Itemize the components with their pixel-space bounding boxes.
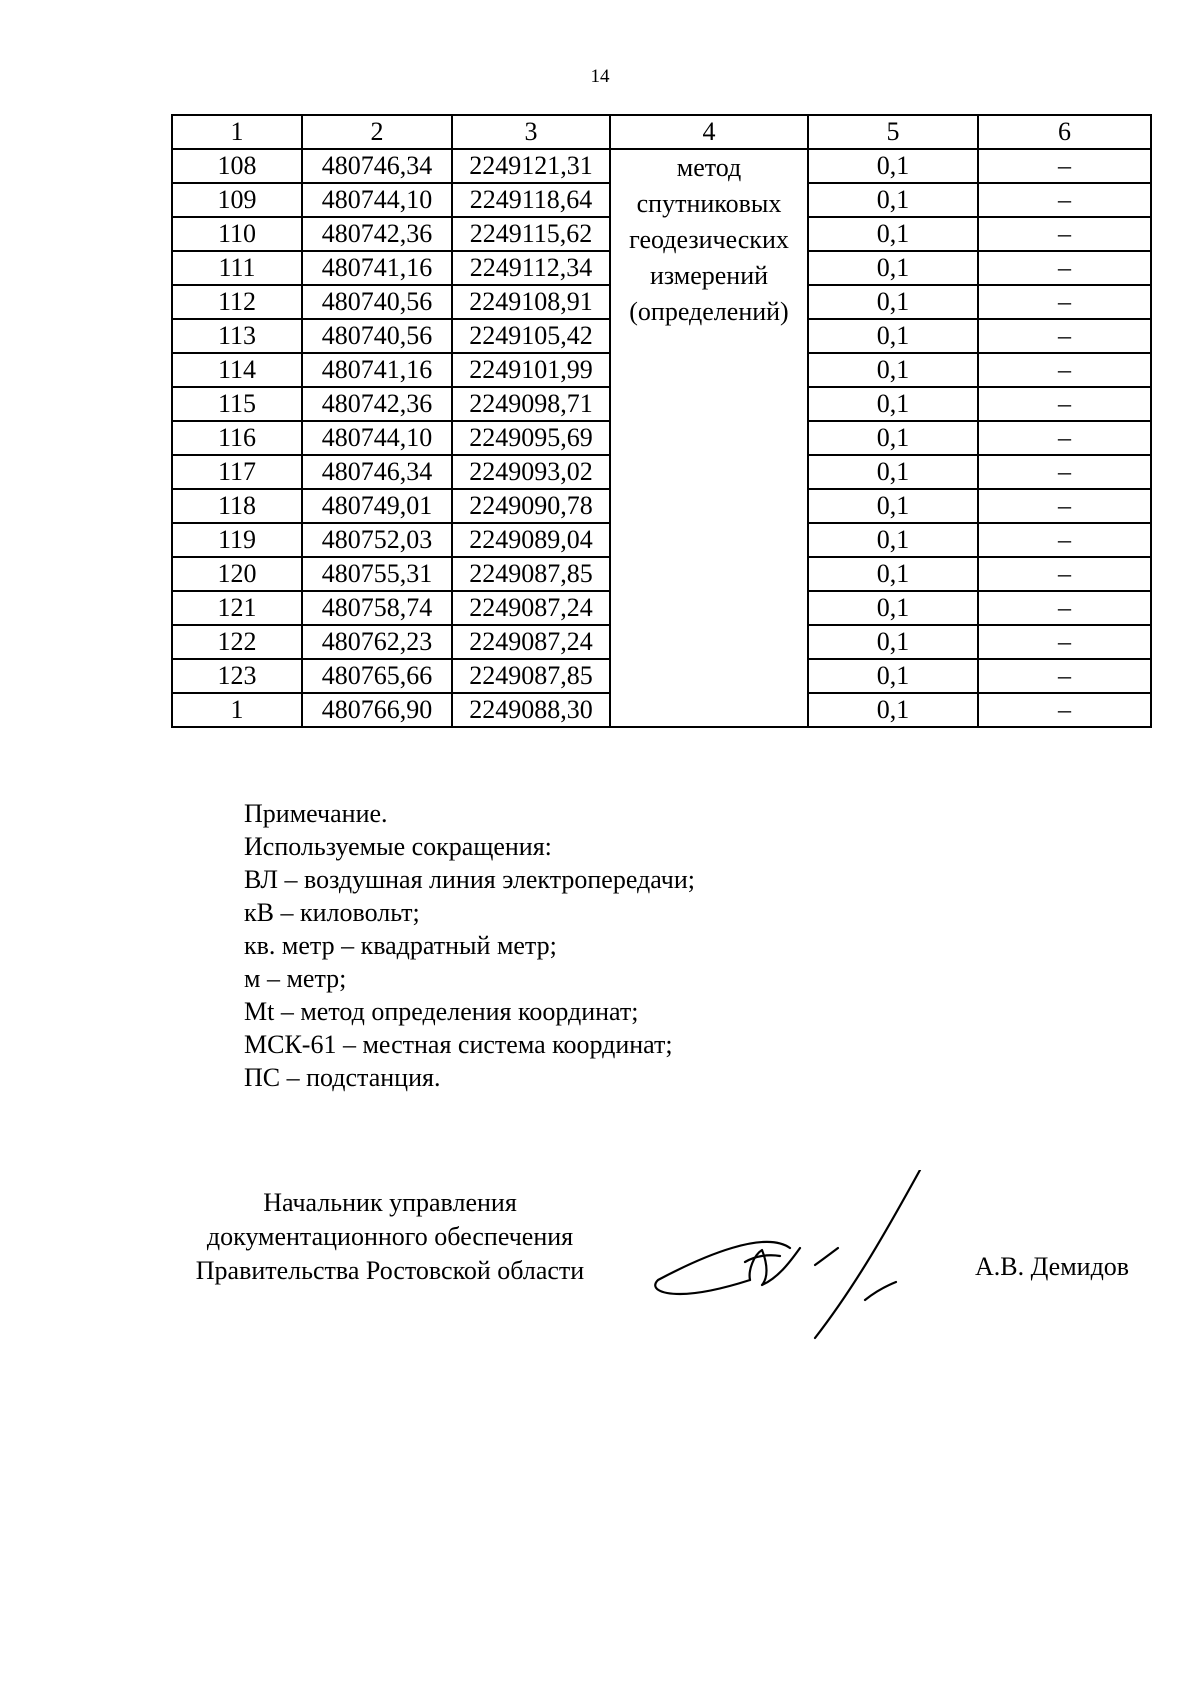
x-coordinate-cell: 480765,66 (302, 659, 452, 693)
note-title: Примечание. (244, 799, 388, 828)
accuracy-cell: 0,1 (808, 251, 978, 285)
y-coordinate-cell: 2249115,62 (452, 217, 610, 251)
accuracy-cell: 0,1 (808, 387, 978, 421)
description-cell: – (978, 319, 1151, 353)
description-cell: – (978, 591, 1151, 625)
table-header-cell: 2 (302, 115, 452, 149)
accuracy-cell: 0,1 (808, 455, 978, 489)
accuracy-cell: 0,1 (808, 489, 978, 523)
x-coordinate-cell: 480762,23 (302, 625, 452, 659)
description-cell: – (978, 285, 1151, 319)
x-coordinate-cell: 480741,16 (302, 353, 452, 387)
point-number-cell: 122 (172, 625, 302, 659)
accuracy-cell: 0,1 (808, 591, 978, 625)
point-number-cell: 119 (172, 523, 302, 557)
description-cell: – (978, 625, 1151, 659)
method-line: геодезических (629, 225, 789, 254)
coordinates-table-body (172, 115, 1151, 727)
point-number-cell: 114 (172, 353, 302, 387)
description-cell: – (978, 455, 1151, 489)
accuracy-cell: 0,1 (808, 693, 978, 727)
accuracy-cell: 0,1 (808, 149, 978, 183)
x-coordinate-cell: 480742,36 (302, 387, 452, 421)
description-cell: – (978, 217, 1151, 251)
table-header-cell: 5 (808, 115, 978, 149)
description-cell: – (978, 523, 1151, 557)
description-cell: – (978, 183, 1151, 217)
y-coordinate-cell: 2249108,91 (452, 285, 610, 319)
signatory-name: А.В. Демидов (975, 1252, 1130, 1281)
y-coordinate-cell: 2249112,34 (452, 251, 610, 285)
description-cell: – (978, 387, 1151, 421)
point-number-cell: 112 (172, 285, 302, 319)
table-header-cell: 1 (172, 115, 302, 149)
description-cell: – (978, 251, 1151, 285)
note-line: Mt – метод определения координат; (244, 997, 639, 1026)
y-coordinate-cell: 2249090,78 (452, 489, 610, 523)
y-coordinate-cell: 2249087,85 (452, 557, 610, 591)
point-number-cell: 110 (172, 217, 302, 251)
note-line: Используемые сокращения: (244, 832, 552, 861)
description-cell: – (978, 149, 1151, 183)
handwritten-signature (650, 1170, 940, 1340)
x-coordinate-cell: 480752,03 (302, 523, 452, 557)
accuracy-cell: 0,1 (808, 557, 978, 591)
y-coordinate-cell: 2249105,42 (452, 319, 610, 353)
description-cell: – (978, 659, 1151, 693)
y-coordinate-cell: 2249098,71 (452, 387, 610, 421)
note-line: м – метр; (244, 964, 347, 993)
note-line: кВ – киловольт; (244, 898, 420, 927)
description-cell: – (978, 421, 1151, 455)
y-coordinate-cell: 2249101,99 (452, 353, 610, 387)
note-line: ПС – подстанция. (244, 1063, 441, 1092)
method-line: метод (676, 153, 742, 182)
y-coordinate-cell: 2249118,64 (452, 183, 610, 217)
note-line: ВЛ – воздушная линия электропередачи; (244, 865, 695, 894)
point-number-cell: 108 (172, 149, 302, 183)
y-coordinate-cell: 2249087,24 (452, 625, 610, 659)
y-coordinate-cell: 2249121,31 (452, 149, 610, 183)
method-line: (определений) (629, 297, 789, 326)
x-coordinate-cell: 480744,10 (302, 421, 452, 455)
accuracy-cell: 0,1 (808, 183, 978, 217)
accuracy-cell: 0,1 (808, 421, 978, 455)
x-coordinate-cell: 480758,74 (302, 591, 452, 625)
x-coordinate-cell: 480741,16 (302, 251, 452, 285)
x-coordinate-cell: 480746,34 (302, 149, 452, 183)
description-cell: – (978, 353, 1151, 387)
x-coordinate-cell: 480755,31 (302, 557, 452, 591)
point-number-cell: 116 (172, 421, 302, 455)
x-coordinate-cell: 480766,90 (302, 693, 452, 727)
table-header-row (172, 115, 1151, 149)
accuracy-cell: 0,1 (808, 319, 978, 353)
point-number-cell: 121 (172, 591, 302, 625)
accuracy-cell: 0,1 (808, 353, 978, 387)
table-header-cell: 6 (978, 115, 1151, 149)
note-block (244, 797, 695, 1094)
y-coordinate-cell: 2249089,04 (452, 523, 610, 557)
page-number: 14 (590, 66, 610, 87)
accuracy-cell: 0,1 (808, 659, 978, 693)
coordinates-table (171, 114, 1152, 728)
method-line: спутниковых (636, 189, 782, 218)
x-coordinate-cell: 480740,56 (302, 319, 452, 353)
table-header-cell: 4 (610, 115, 808, 149)
signatory-position-line: документационного обеспечения (206, 1222, 574, 1251)
x-coordinate-cell: 480746,34 (302, 455, 452, 489)
y-coordinate-cell: 2249095,69 (452, 421, 610, 455)
x-coordinate-cell: 480742,36 (302, 217, 452, 251)
point-number-cell: 117 (172, 455, 302, 489)
point-number-cell: 111 (172, 251, 302, 285)
signatory-position (160, 1186, 620, 1288)
y-coordinate-cell: 2249088,30 (452, 693, 610, 727)
description-cell: – (978, 489, 1151, 523)
point-number-cell: 123 (172, 659, 302, 693)
description-cell: – (978, 557, 1151, 591)
y-coordinate-cell: 2249087,24 (452, 591, 610, 625)
method-line: измерений (649, 261, 769, 290)
accuracy-cell: 0,1 (808, 625, 978, 659)
point-number-cell: 109 (172, 183, 302, 217)
point-number-cell: 113 (172, 319, 302, 353)
method-cell (610, 149, 808, 727)
y-coordinate-cell: 2249093,02 (452, 455, 610, 489)
signatory-position-line: Начальник управления (263, 1188, 517, 1217)
point-number-cell: 115 (172, 387, 302, 421)
note-line: МСК-61 – местная система координат; (244, 1030, 673, 1059)
table-header-cell: 3 (452, 115, 610, 149)
point-number-cell: 1 (172, 693, 302, 727)
point-number-cell: 118 (172, 489, 302, 523)
y-coordinate-cell: 2249087,85 (452, 659, 610, 693)
accuracy-cell: 0,1 (808, 285, 978, 319)
x-coordinate-cell: 480740,56 (302, 285, 452, 319)
signatory-position-line: Правительства Ростовской области (195, 1256, 585, 1285)
description-cell: – (978, 693, 1151, 727)
accuracy-cell: 0,1 (808, 217, 978, 251)
x-coordinate-cell: 480749,01 (302, 489, 452, 523)
x-coordinate-cell: 480744,10 (302, 183, 452, 217)
table-row (172, 149, 1151, 183)
note-line: кв. метр – квадратный метр; (244, 931, 557, 960)
point-number-cell: 120 (172, 557, 302, 591)
accuracy-cell: 0,1 (808, 523, 978, 557)
